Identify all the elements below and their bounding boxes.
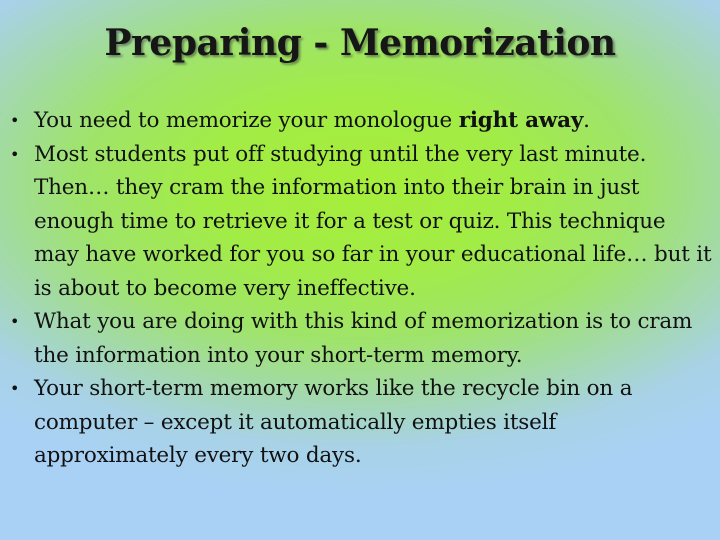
- bullet-item: [8, 305, 712, 372]
- bullet-icon: •: [10, 312, 20, 331]
- bullet-item: [8, 372, 712, 473]
- bullet-item: [8, 138, 712, 306]
- bullet-list: [8, 104, 712, 473]
- bullet-icon: •: [10, 144, 20, 164]
- bullet-icon: •: [10, 379, 20, 398]
- bullet-emphasis: right away: [458, 108, 584, 133]
- bullet-item: [8, 104, 712, 138]
- slide-title: Preparing - Memorization: [104, 22, 616, 64]
- bullet-text: What you are doing with this kind of memorization is to cram the information into your short-term memory.: [34, 309, 693, 368]
- bullet-text: You need to memorize your monologue: [34, 108, 459, 133]
- bullet-text: Your short-term memory works like the recycle bin on a computer – except it automatically empties itself approximately every two days.: [34, 376, 633, 468]
- bullet-text-end: .: [583, 108, 590, 133]
- bullet-icon: •: [10, 111, 20, 130]
- bullet-text: Most students put off studying until the very last minute. Then… they cram the information into their brain in just enough time to retrieve it for a test or quiz. This technique may have worked for you so far in your educational life… but it is about to become very ineffective.: [34, 141, 712, 301]
